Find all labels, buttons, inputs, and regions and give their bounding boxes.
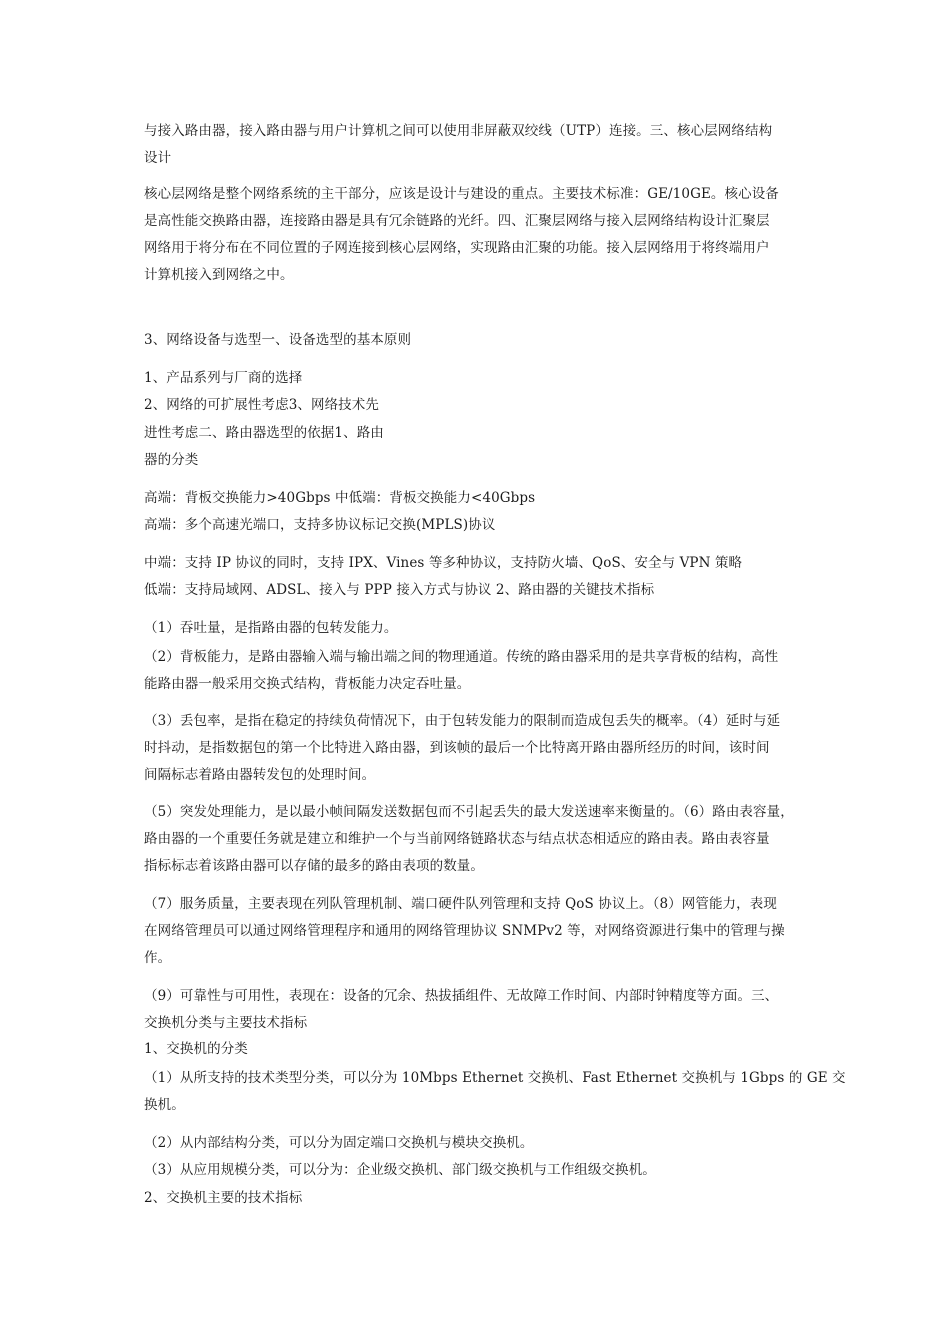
text-line: 1、产品系列与厂商的选择 — [144, 370, 303, 386]
text-line: （2）背板能力，是路由器输入端与输出端之间的物理通道。传统的路由器采用的是共享背板的结构，高性 — [144, 649, 779, 665]
text-line: 交换机分类与主要技术指标 — [144, 1015, 308, 1031]
text-line: 2、网络的可扩展性考虑3、网络技术先 — [144, 397, 379, 413]
text-line: 在网络管理员可以通过网络管理程序和通用的网络管理协议 SNMPv2 等，对网络资源进行集中的管理与操 — [144, 923, 785, 939]
text-line: （3）丢包率，是指在稳定的持续负荷情况下，由于包转发能力的限制而造成包丢失的概率。（4）延时与延 — [144, 713, 781, 729]
text-line: 换机。 — [144, 1097, 185, 1113]
text-line: 与接入路由器，接入路由器与用户计算机之间可以使用非屏蔽双绞线（UTP）连接。三、核心层网络结构 — [144, 123, 773, 139]
text-line: 高端：多个高速光端口，支持多协议标记交换(MPLS)协议 — [144, 517, 496, 533]
text-line: （1）吞吐量，是指路由器的包转发能力。 — [144, 620, 398, 636]
text-line: 是高性能交换路由器，连接路由器是具有冗余链路的光纤。四、汇聚层网络与接入层网络结构设计汇聚层 — [144, 213, 770, 229]
text-line: （2）从内部结构分类，可以分为固定端口交换机与模块交换机。 — [144, 1135, 534, 1151]
text-line: （1）从所支持的技术类型分类，可以分为 10Mbps Ethernet 交换机、Fast Ethernet 交换机与 1Gbps 的 GE 交 — [144, 1070, 846, 1086]
section-heading: 3、网络设备与选型一、设备选型的基本原则 — [144, 332, 412, 348]
text-line: 设计 — [144, 150, 172, 166]
text-line: 高端：背板交换能力>40Gbps 中低端：背板交换能力<40Gbps — [144, 490, 536, 506]
text-line: （9）可靠性与可用性，表现在：设备的冗余、热拔插组件、无故障工作时间、内部时钟精度等方面。三、 — [144, 988, 779, 1004]
text-line: 器的分类 — [144, 452, 199, 468]
text-line: 核心层网络是整个网络系统的主干部分，应该是设计与建设的重点。主要技术标准：GE/10GE。核心设备 — [144, 186, 779, 202]
text-line: （5）突发处理能力，是以最小帧间隔发送数据包而不引起丢失的最大发送速率来衡量的。（6）路由表容量， — [144, 804, 794, 820]
text-line: 计算机接入到网络之中。 — [144, 267, 294, 283]
text-line: 路由器的一个重要任务就是建立和维护一个与当前网络链路状态与结点状态相适应的路由表。路由表容量 — [144, 831, 770, 847]
text-line: 间隔标志着路由器转发包的处理时间。 — [144, 767, 376, 783]
text-line: 指标标志着该路由器可以存储的最多的路由表项的数量。 — [144, 858, 484, 874]
text-line: （7）服务质量，主要表现在列队管理机制、端口硬件队列管理和支持 QoS 协议上。（8）网管能力，表现 — [144, 896, 777, 912]
text-line: 作。 — [144, 950, 172, 966]
text-line: （3）从应用规模分类，可以分为：企业级交换机、部门级交换机与工作组级交换机。 — [144, 1162, 656, 1178]
text-line: 网络用于将分布在不同位置的子网连接到核心层网络，实现路由汇聚的功能。接入层网络用于将终端用户 — [144, 240, 770, 256]
text-line: 时抖动，是指数据包的第一个比特进入路由器，到该帧的最后一个比特离开路由器所经历的时间，该时间 — [144, 740, 770, 756]
text-line: 能路由器一般采用交换式结构，背板能力决定吞吐量。 — [144, 676, 471, 692]
text-line: 1、交换机的分类 — [144, 1041, 248, 1057]
text-line: 进性考虑二、路由器选型的依据1、路由 — [144, 425, 384, 441]
text-line: 中端：支持 IP 协议的同时，支持 IPX、Vines 等多种协议，支持防火墙、QoS、安全与 VPN 策略 — [144, 555, 743, 571]
text-line: 2、交换机主要的技术指标 — [144, 1190, 303, 1206]
text-line: 低端：支持局域网、ADSL、接入与 PPP 接入方式与协议 2、路由器的关键技术指标 — [144, 582, 655, 598]
